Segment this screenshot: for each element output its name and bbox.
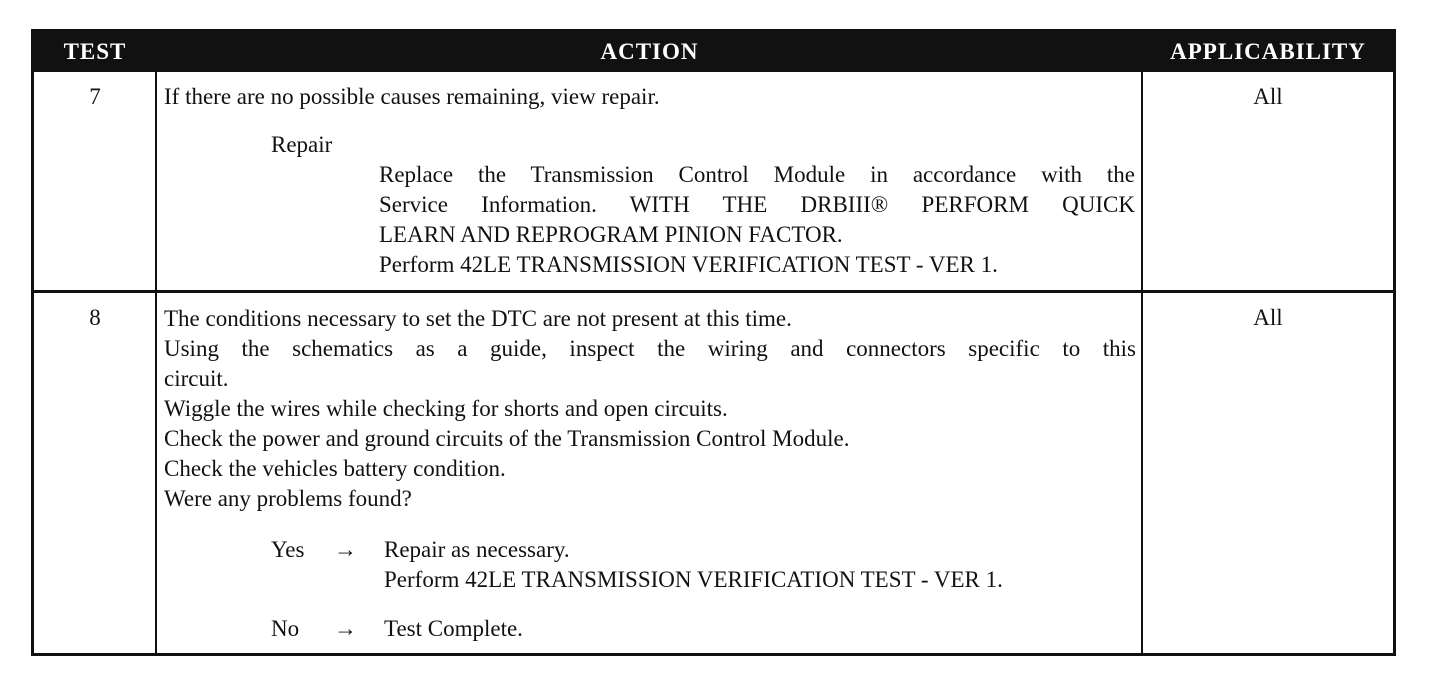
- header-applicability: APPLICABILITY: [1170, 39, 1366, 64]
- applicability-value: All: [1253, 84, 1283, 109]
- action-line: The conditions necessary to set the DTC are not present at this time.: [164, 306, 792, 331]
- table-header: [34, 32, 1393, 72]
- column-divider: [1141, 72, 1143, 656]
- repair-label: Repair: [271, 132, 333, 157]
- test-number: 7: [89, 84, 101, 109]
- applicability-value: All: [1253, 305, 1283, 330]
- header-test: TEST: [63, 39, 127, 64]
- test-number: 8: [89, 305, 101, 330]
- action-intro: If there are no possible causes remaining, view repair.: [164, 84, 660, 109]
- column-divider: [155, 72, 157, 656]
- no-action-line: Test Complete.: [384, 616, 523, 641]
- diagnostic-table: [31, 29, 1396, 656]
- action-line: Wiggle the wires while checking for shorts and open circuits.: [164, 396, 728, 421]
- repair-line: LEARN AND REPROGRAM PINION FACTOR.: [379, 222, 843, 247]
- right-arrow-icon: →: [334, 537, 357, 562]
- yes-action-line: Perform 42LE TRANSMISSION VERIFICATION TEST - VER 1.: [384, 567, 1003, 592]
- repair-line: Perform 42LE TRANSMISSION VERIFICATION TEST - VER 1.: [379, 252, 998, 277]
- action-line: Were any problems found?: [164, 486, 412, 511]
- no-label: No: [271, 616, 300, 641]
- action-line: Check the vehicles battery condition.: [164, 456, 506, 481]
- action-line: Using the schematics as a guide, inspect the wiring and connectors specific to this: [164, 336, 1136, 361]
- repair-line: Replace the Transmission Control Module in accordance with the: [379, 162, 1135, 187]
- row-divider: [34, 290, 1393, 293]
- header-action: ACTION: [600, 39, 699, 64]
- repair-line: Service Information. WITH THE DRBIII® PERFORM QUICK: [379, 192, 1135, 217]
- right-arrow-icon: →: [334, 616, 357, 641]
- yes-action-line: Repair as necessary.: [384, 537, 570, 562]
- yes-label: Yes: [271, 537, 305, 562]
- action-line: circuit.: [164, 366, 229, 391]
- action-line: Check the power and ground circuits of the Transmission Control Module.: [164, 426, 850, 451]
